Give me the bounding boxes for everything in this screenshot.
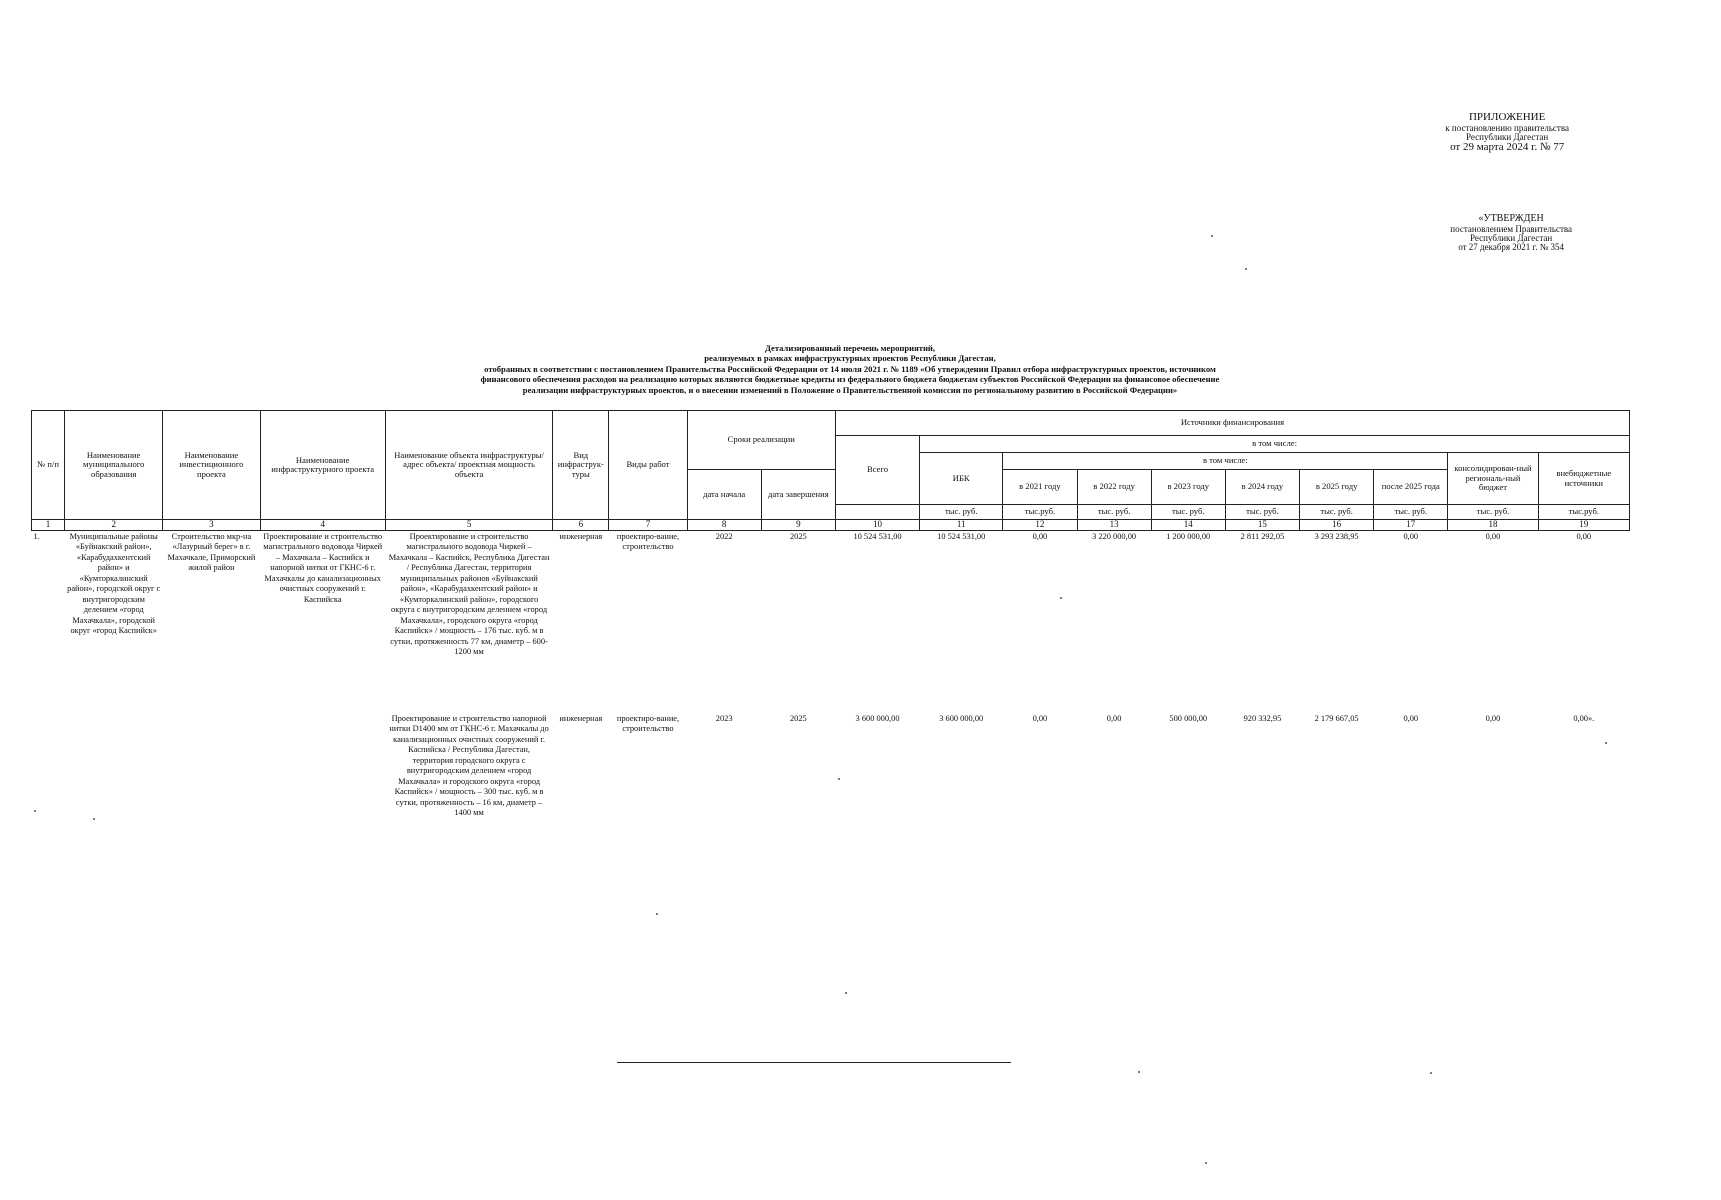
header-ibk: ИБК [920, 453, 1003, 505]
column-number: 12 [1003, 520, 1077, 531]
approved-line3: Республики Дагестан [1470, 232, 1553, 243]
title-line3: отобранных в соответствии с постановлением Правительства Российской Федерации от 14 июля 2021 г. № 1189 «Об утверждении Правил отбора инфраструктурных проектов, источником [484, 363, 1216, 374]
appendix-line4: от 29 марта 2024 г. № 77 [1450, 141, 1565, 154]
row1-y2025: 3 293 238,95 [1314, 531, 1359, 541]
approved-line4: от 27 декабря 2021 г. № 354 [1458, 242, 1565, 253]
row2-y2021: 0,00 [1032, 713, 1048, 723]
column-number: 14 [1151, 520, 1225, 531]
header-including2: в том числе: [1003, 453, 1448, 470]
column-numbers-row [32, 520, 1630, 531]
row1-object: Проектирование и строительство магистрального водовода Чиркей – Махачкала – Каспийск, Республика Дагестан / Республика Дагестан, территория муниципальных районов «Буйнакский район», «Карабудахкентский район» и «Кумторкалинский район», городского округа с внутригородским делением «город Махачкала», городского округа «город Каспийск» / мощность – 176 тыс. куб. м в сутки, протяженность 77 км, диаметр – 600-1200 мм [388, 531, 550, 657]
header-consolidated: консолидирован-ный региональ-ный бюджет [1448, 453, 1538, 505]
row1-num: 1. [33, 531, 40, 541]
scan-speck [1060, 597, 1062, 599]
header-y2021: в 2021 году [1003, 470, 1077, 505]
scan-speck [1605, 742, 1607, 744]
row1-y2021: 0,00 [1032, 531, 1048, 541]
header-y2022: в 2022 году [1077, 470, 1151, 505]
row2-start: 2023 [715, 713, 733, 723]
header-infra-project: Наименование инфраструктурного проекта [260, 411, 385, 520]
row2-total: 3 600 000,00 [855, 713, 900, 723]
row1-municipality: Муниципальные районы «Буйнакский район», «Карабудахкентский район» и «Кумторкалинский район», городской округ с внутригородским делением «город Махачкала», городской округ «город Каспийск» [67, 531, 161, 636]
column-number: 11 [920, 520, 1003, 531]
row1-y2022: 3 220 000,00 [1092, 531, 1137, 541]
unit-y2025: тыс. руб. [1300, 505, 1374, 520]
document-title [380, 343, 1320, 395]
scan-speck [1138, 1071, 1140, 1073]
column-number: 2 [65, 520, 163, 531]
column-number: 9 [761, 520, 835, 531]
header-investment: Наименование инвестиционного проекта [163, 411, 260, 520]
scan-speck [34, 810, 36, 812]
spacer-row [32, 659, 1630, 713]
row2-y2025: 2 179 667,05 [1314, 713, 1359, 723]
header-terms: Сроки реализации [687, 411, 835, 470]
title-line5: реализации инфраструктурных проектов, и о внесении изменений в Положение о Правительственной комиссии по региональному развитию в Российской Федерации» [522, 384, 1178, 395]
column-number: 3 [163, 520, 260, 531]
row1-start: 2022 [715, 531, 733, 541]
row2-consolidated: 0,00 [1485, 713, 1501, 723]
header-end: дата завершения [761, 470, 835, 520]
table-row [32, 713, 1630, 820]
row1-y2023: 1 200 000,00 [1166, 531, 1211, 541]
row2-y2024: 920 332,95 [1243, 713, 1282, 723]
row1-ibk: 10 524 531,00 [937, 531, 986, 541]
scan-speck [93, 818, 95, 820]
scan-speck [838, 778, 840, 780]
unit-ibk: тыс. руб. [920, 505, 1003, 520]
header-municipality: Наименование муниципального образования [65, 411, 163, 520]
approved-line2: постановлением Правительства [1450, 223, 1572, 234]
column-number: 6 [553, 520, 609, 531]
scan-speck [845, 992, 847, 994]
header-after2025: после 2025 года [1374, 470, 1448, 505]
row2-after2025: 0,00 [1403, 713, 1419, 723]
row1-offbudget: 0,00 [1576, 531, 1592, 541]
scan-speck [1211, 235, 1213, 237]
scan-speck [1205, 1162, 1207, 1164]
column-number: 4 [260, 520, 385, 531]
title-line4: финансового обеспечения расходов на реализацию которых являются бюджетные кредиты из федерального бюджета бюджетам субъектов Российской Федерации на финансовое обеспечение [480, 374, 1220, 385]
row2-offbudget: 0,00». [1573, 713, 1595, 723]
appendix-line1: ПРИЛОЖЕНИЕ [1468, 111, 1546, 123]
unit-consolidated: тыс. руб. [1448, 505, 1538, 520]
row1-total: 10 524 531,00 [853, 531, 902, 541]
unit-offbudget: тыс.руб. [1538, 505, 1629, 520]
row2-end: 2025 [789, 713, 807, 723]
scan-speck [1245, 268, 1247, 270]
title-line2: реализуемых в рамках инфраструктурных проектов Республики Дагестан, [704, 353, 996, 364]
row1-after2025: 0,00 [1403, 531, 1419, 541]
row1-y2024: 2 811 292,05 [1240, 531, 1285, 541]
unit-y2021: тыс.руб. [1003, 505, 1077, 520]
row1-end: 2025 [789, 531, 807, 541]
column-number: 13 [1077, 520, 1151, 531]
column-number: 8 [687, 520, 761, 531]
appendix-line2: к постановлению правительства [1445, 122, 1569, 133]
row1-infra-type: инженерная [559, 531, 603, 541]
row1-infra-project: Проектирование и строительство магистрального водовода Чиркей – Махачкала – Каспийск и напорной нитки от ГКНС-6 г. Махачкалы до канализационных очистных сооружений г. Каспийска [263, 531, 383, 604]
measures-table [31, 410, 1630, 820]
scan-speck [1430, 1072, 1432, 1074]
row1-consolidated: 0,00 [1485, 531, 1501, 541]
column-number: 1 [32, 520, 65, 531]
row2-object: Проектирование и строительство напорной нитки D1400 мм от ГКНС-6 г. Махачкалы до канализационных очистных сооружений г. Каспийска / Республика Дагестан, территория городского округа с внутригородским делением «город Махачкала» и городского округа «город Каспийск» / мощность – 300 тыс. куб. м в сутки, протяженность – 16 км, диаметр – 1400 мм [389, 713, 549, 818]
row1-investment: Строительство мкр-на «Лазурный берег» в г. Махачкале, Приморский жилой район [167, 531, 256, 573]
scan-speck [656, 913, 658, 915]
header-start: дата начала [687, 470, 761, 520]
header-object: Наименование объекта инфраструктуры/адрес объекта/ проектная мощность объекта [385, 411, 552, 520]
row2-y2022: 0,00 [1106, 713, 1122, 723]
approved-line1: «УТВЕРЖДЕН [1478, 213, 1544, 224]
unit-y2024: тыс. руб. [1225, 505, 1299, 520]
unit-total [835, 505, 919, 520]
header-sources: Источники финансирования [835, 411, 1629, 436]
header-infra-type: Вид инфраструк-туры [553, 411, 609, 520]
appendix-line3: Республики Дагестан [1466, 131, 1549, 142]
header-y2024: в 2024 году [1225, 470, 1299, 505]
row2-ibk: 3 600 000,00 [939, 713, 984, 723]
closing-rule-line [617, 1062, 1011, 1063]
header-work-type: Виды работ [609, 411, 687, 520]
row2-work-type: проектиро-вание, строительство [616, 713, 680, 734]
row1-work-type: проектиро-вание, строительство [616, 531, 680, 552]
unit-y2022: тыс. руб. [1077, 505, 1151, 520]
unit-y2023: тыс. руб. [1151, 505, 1225, 520]
column-number: 16 [1300, 520, 1374, 531]
header-total: Всего [835, 436, 919, 505]
column-number: 17 [1374, 520, 1448, 531]
header-y2025: в 2025 году [1300, 470, 1374, 505]
appendix-block [1445, 112, 1569, 154]
title-line1: Детализированный перечень мероприятий, [764, 343, 936, 353]
column-number: 18 [1448, 520, 1538, 531]
row2-infra-type: инженерная [559, 713, 603, 723]
unit-after2025: тыс. руб. [1374, 505, 1448, 520]
approved-block [1450, 214, 1572, 253]
header-y2023: в 2023 году [1151, 470, 1225, 505]
header-offbudget: внебюджетные источники [1538, 453, 1629, 505]
header-including: в том числе: [920, 436, 1630, 453]
column-number: 15 [1225, 520, 1299, 531]
column-number: 19 [1538, 520, 1629, 531]
header-num: № п/п [32, 411, 65, 520]
column-number: 10 [835, 520, 919, 531]
table-row [32, 530, 1630, 659]
row2-y2023: 500 000,00 [1169, 713, 1208, 723]
column-number: 7 [609, 520, 687, 531]
column-number: 5 [385, 520, 552, 531]
